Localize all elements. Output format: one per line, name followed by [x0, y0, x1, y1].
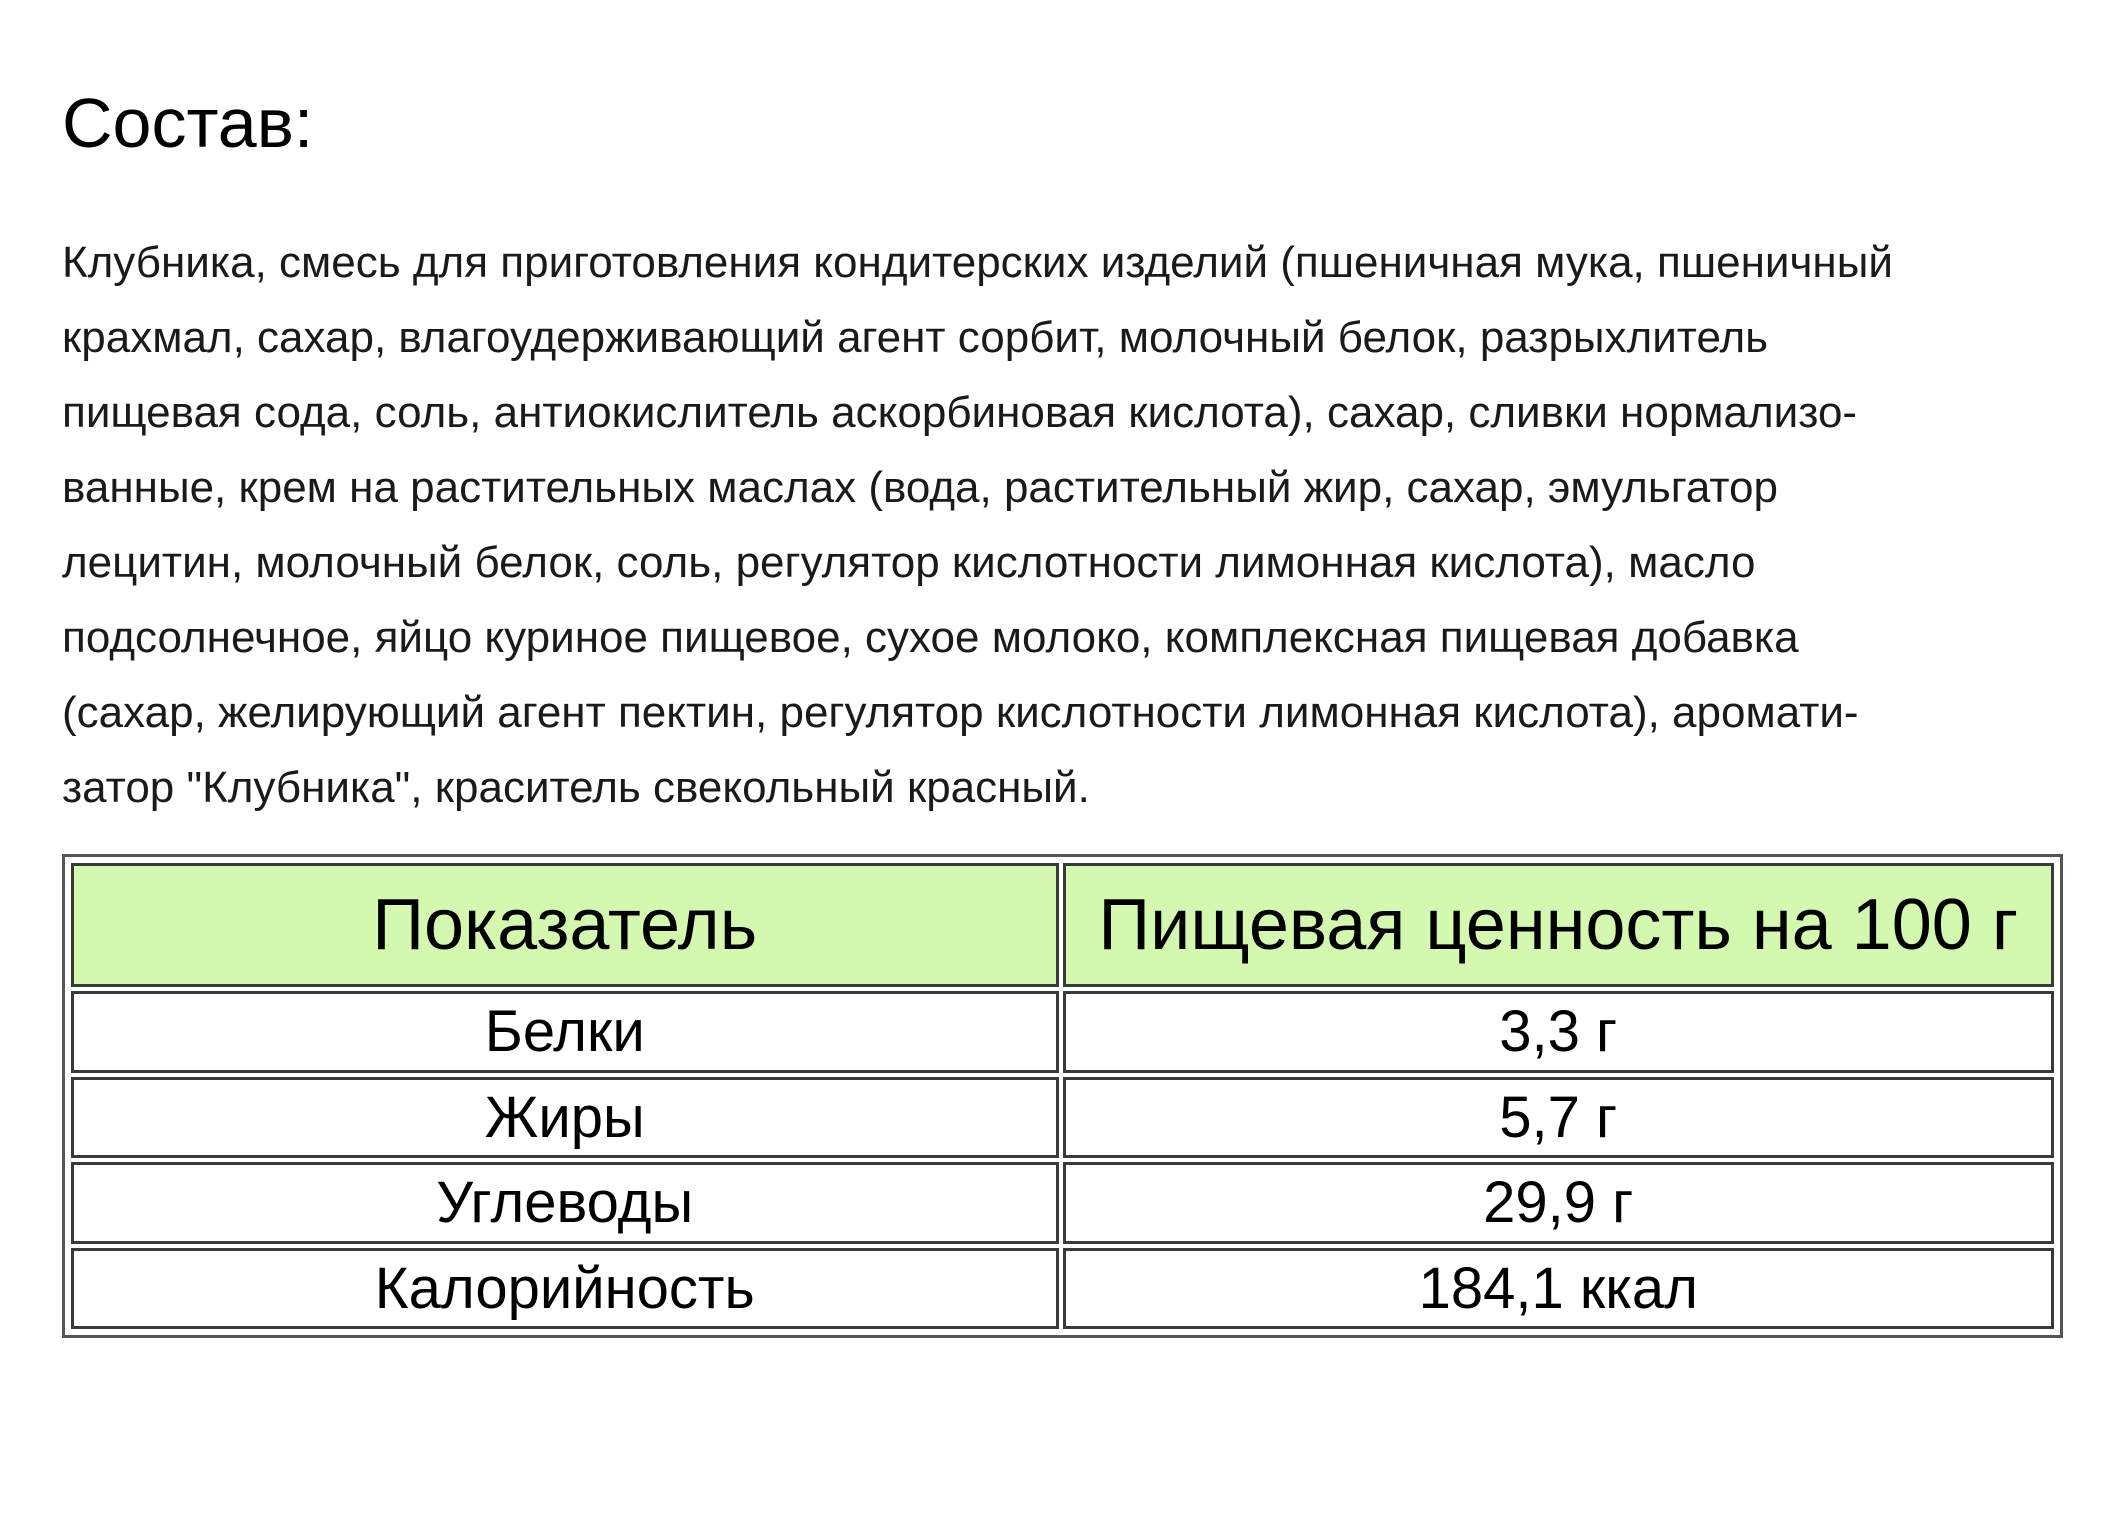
- row-value: 29,9 г: [1063, 1162, 2054, 1244]
- row-value: 184,1 ккал: [1063, 1248, 2054, 1330]
- table-row: [71, 1077, 2054, 1159]
- header-nutrition-value: Пищевая ценность на 100 г: [1063, 863, 2054, 987]
- table-row: [71, 991, 2054, 1073]
- composition-line: Клубника, смесь для приготовления кондитерских изделий (пшеничная мука, пшеничный: [62, 238, 1893, 287]
- row-label: Углеводы: [71, 1162, 1059, 1244]
- composition-line: ванные, крем на растительных маслах (вода, растительный жир, сахар, эмульгатор: [62, 463, 1778, 512]
- composition-line: затор "Клубника", краситель свекольный красный.: [62, 763, 1090, 812]
- composition-line: пищевая сода, соль, антиокислитель аскорбиновая кислота), сахар, сливки нормализо-: [62, 388, 1858, 437]
- table-header-row: [71, 863, 2054, 987]
- row-label: Калорийность: [71, 1248, 1059, 1330]
- row-value: 5,7 г: [1063, 1077, 2054, 1159]
- row-label: Белки: [71, 991, 1059, 1073]
- composition-text: [62, 225, 2119, 825]
- composition-line: лецитин, молочный белок, соль, регулятор кислотности лимонная кислота), масло: [62, 538, 1756, 587]
- composition-line: крахмал, сахар, влагоудерживающий агент сорбит, молочный белок, разрыхлитель: [62, 313, 1769, 362]
- nutrition-table: [62, 854, 2063, 1338]
- page-title: Состав:: [62, 84, 314, 162]
- table-row: [71, 1248, 2054, 1330]
- row-label: Жиры: [71, 1077, 1059, 1159]
- row-value: 3,3 г: [1063, 991, 2054, 1073]
- table-row: [71, 1162, 2054, 1244]
- composition-line: подсолнечное, яйцо куриное пищевое, сухое молоко, комплексная пищевая добавка: [62, 613, 1799, 662]
- header-indicator: Показатель: [71, 863, 1059, 987]
- composition-line: (сахар, желирующий агент пектин, регулятор кислотности лимонная кислота), аромати-: [62, 688, 1859, 737]
